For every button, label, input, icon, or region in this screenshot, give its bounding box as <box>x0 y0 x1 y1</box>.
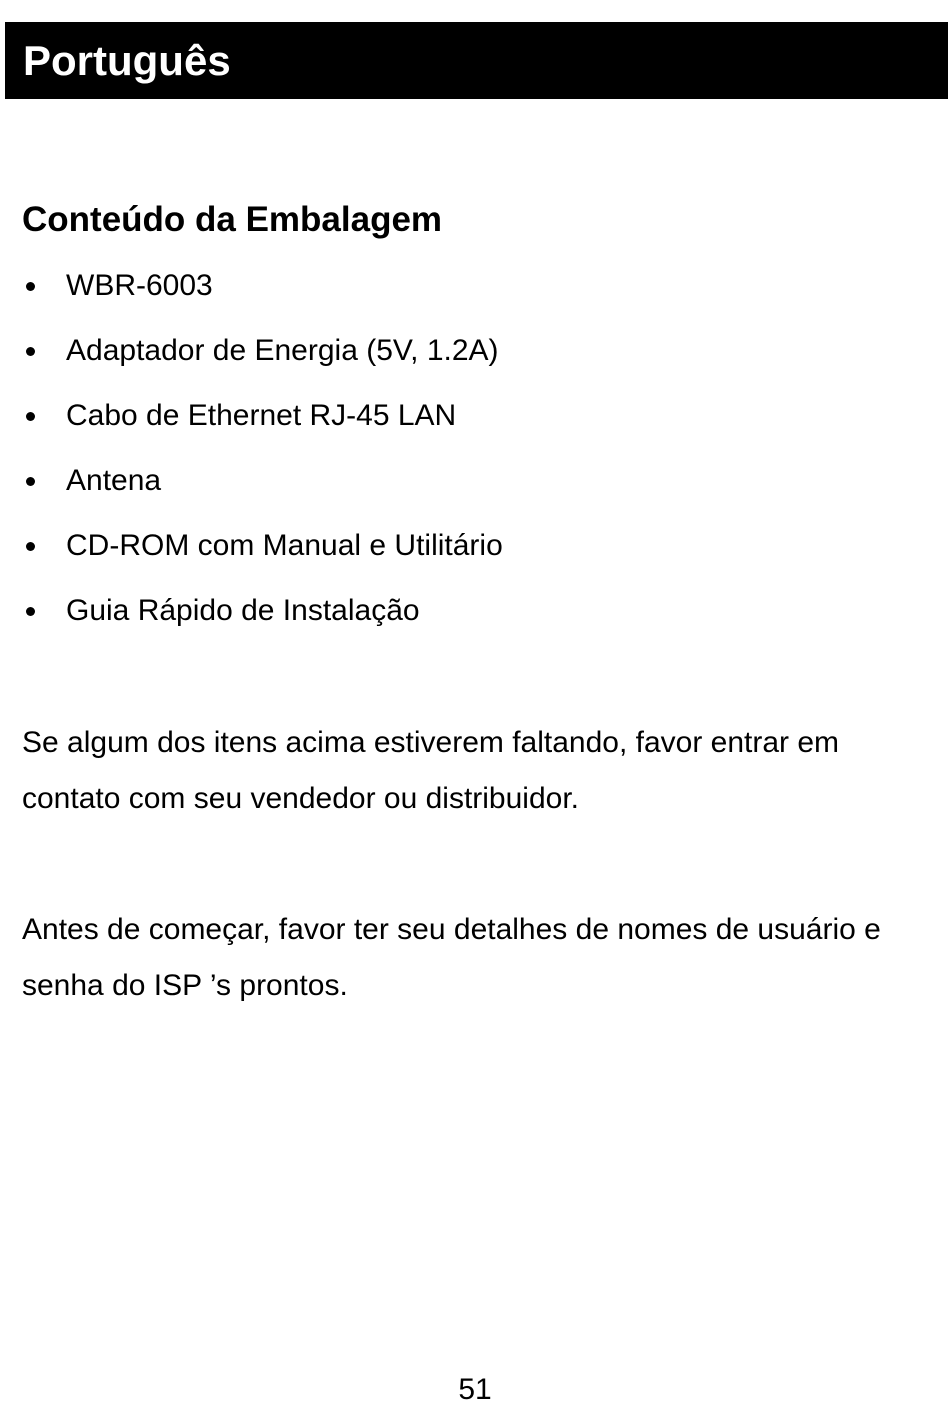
bullet-icon <box>26 412 35 421</box>
list-item-label: WBR-6003 <box>66 269 213 302</box>
bullet-icon <box>26 607 35 616</box>
list-item-label: Antena <box>66 464 162 497</box>
bullet-icon <box>26 347 35 356</box>
isp-details-paragraph: Antes de começar, favor ter seu detalhes de nomes de usuário e senha do ISP ’s prontos. <box>22 913 881 1002</box>
bullet-icon <box>26 282 35 291</box>
language-header-bar <box>5 22 948 99</box>
list-item-label: CD-ROM com Manual e Utilitário <box>66 529 503 562</box>
page-number: 51 <box>458 1373 492 1406</box>
language-title: Português <box>23 37 231 84</box>
list-item-label: Guia Rápido de Instalação <box>66 594 420 627</box>
bullet-icon <box>26 477 35 486</box>
list-item-label: Cabo de Ethernet RJ-45 LAN <box>66 399 457 432</box>
bullet-icon <box>26 542 35 551</box>
missing-items-paragraph: Se algum dos itens acima estiverem faltando, favor entrar em contato com seu vendedor ou distribuidor. <box>22 726 840 815</box>
package-contents-heading: Conteúdo da Embalagem <box>22 200 443 239</box>
list-item-label: Adaptador de Energia (5V, 1.2A) <box>66 334 499 367</box>
